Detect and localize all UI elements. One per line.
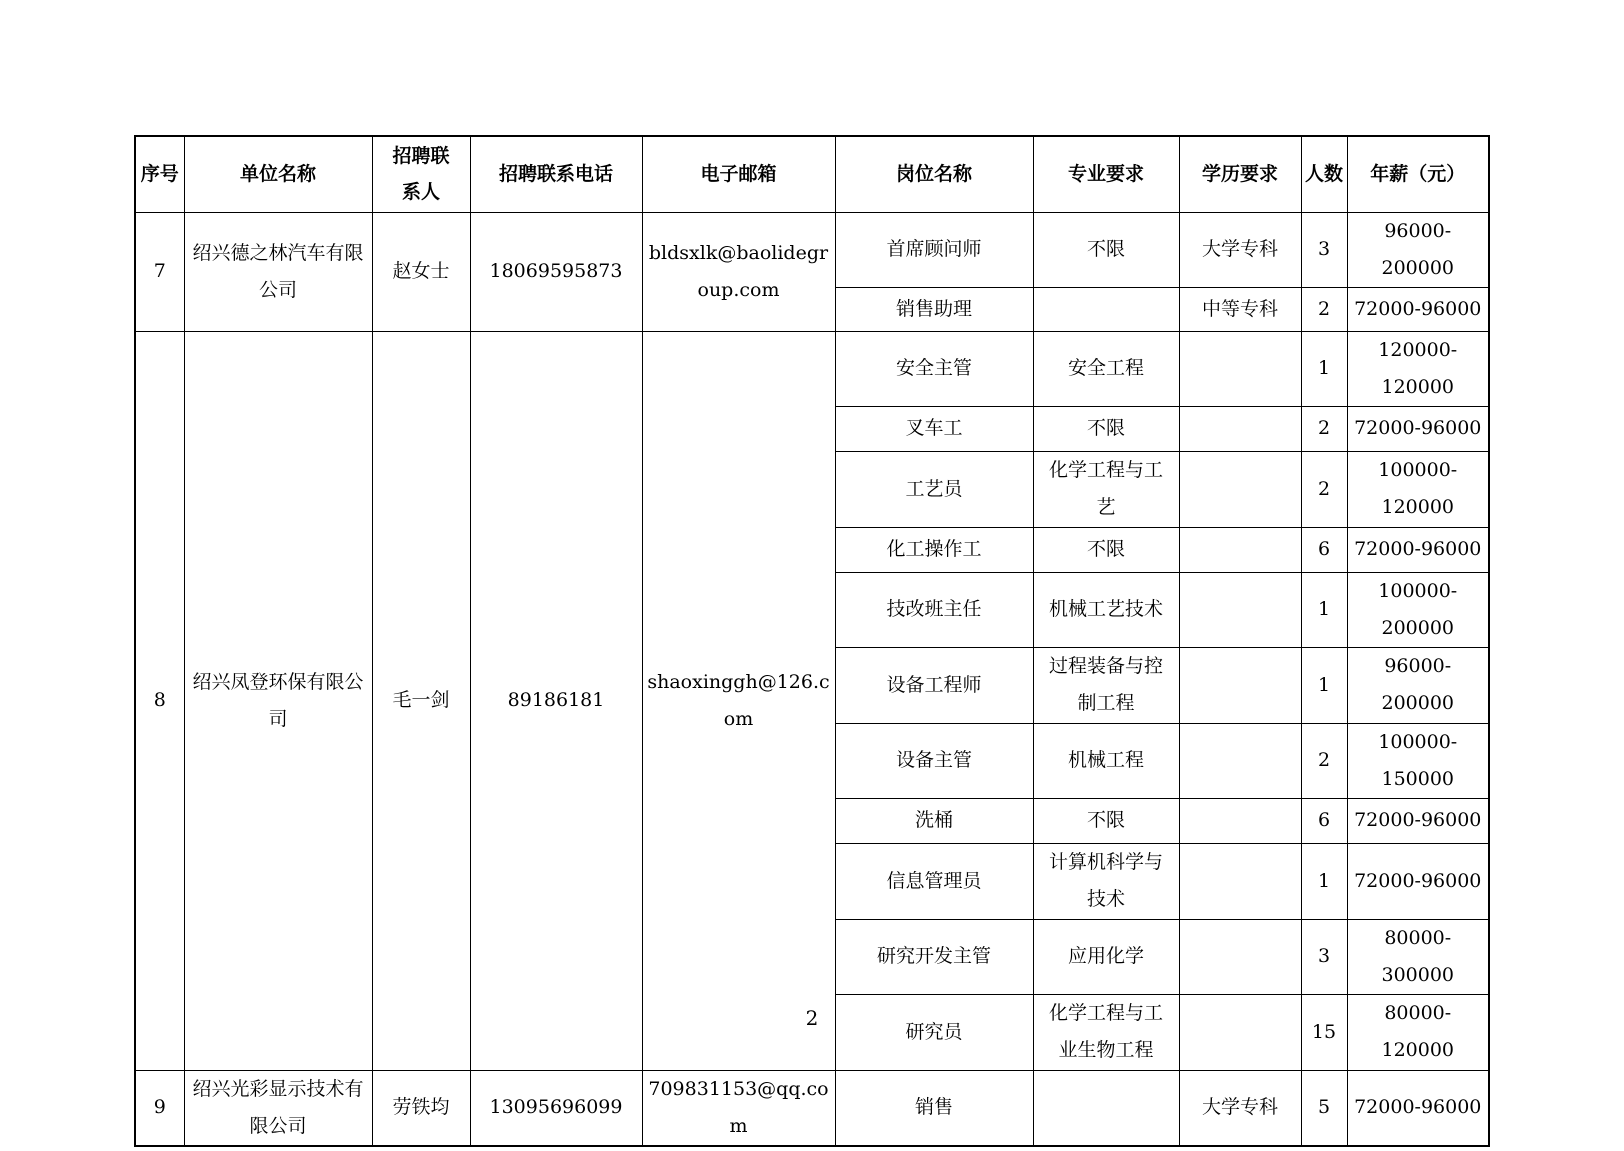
job-major	[1033, 287, 1179, 331]
job-salary: 72000-96000	[1347, 798, 1489, 843]
table-row	[135, 1070, 1489, 1146]
job-major: 化学工程与工艺	[1033, 451, 1179, 527]
job-title: 首席顾问师	[835, 212, 1033, 287]
job-title: 化工操作工	[835, 527, 1033, 572]
job-edu	[1179, 843, 1301, 919]
company-name: 绍兴德之林汽车有限公司	[184, 212, 372, 331]
job-edu	[1179, 723, 1301, 798]
job-salary: 96000-200000	[1347, 647, 1489, 723]
job-major: 不限	[1033, 798, 1179, 843]
company-no: 7	[135, 212, 184, 331]
job-count: 1	[1301, 572, 1347, 647]
job-edu	[1179, 798, 1301, 843]
contact-email: bldsxlk@baolidegroup.com	[642, 212, 835, 331]
job-count: 1	[1301, 843, 1347, 919]
contact-email: 709831153@qq.com	[642, 1070, 835, 1146]
job-count: 6	[1301, 527, 1347, 572]
header-salary: 年薪（元）	[1347, 136, 1489, 212]
job-major: 过程装备与控制工程	[1033, 647, 1179, 723]
job-salary: 96000-200000	[1347, 212, 1489, 287]
job-salary: 72000-96000	[1347, 527, 1489, 572]
job-count: 3	[1301, 212, 1347, 287]
job-major: 不限	[1033, 406, 1179, 451]
job-title: 设备主管	[835, 723, 1033, 798]
job-edu	[1179, 527, 1301, 572]
job-title: 安全主管	[835, 331, 1033, 406]
job-major: 计算机科学与技术	[1033, 843, 1179, 919]
company-no: 8	[135, 331, 184, 1070]
job-salary: 100000-120000	[1347, 451, 1489, 527]
contact-person: 毛一剑	[372, 331, 470, 1070]
job-count: 1	[1301, 331, 1347, 406]
job-count: 3	[1301, 919, 1347, 994]
job-count: 2	[1301, 723, 1347, 798]
job-edu	[1179, 647, 1301, 723]
job-count: 2	[1301, 287, 1347, 331]
job-title: 销售助理	[835, 287, 1033, 331]
job-title: 研究开发主管	[835, 919, 1033, 994]
job-edu	[1179, 451, 1301, 527]
job-title: 信息管理员	[835, 843, 1033, 919]
job-salary: 80000-300000	[1347, 919, 1489, 994]
job-salary: 72000-96000	[1347, 843, 1489, 919]
table-row	[135, 331, 1489, 406]
job-major: 不限	[1033, 212, 1179, 287]
job-title: 叉车工	[835, 406, 1033, 451]
job-title: 洗桶	[835, 798, 1033, 843]
header-contact: 招聘联系人	[372, 136, 470, 212]
header-edu: 学历要求	[1179, 136, 1301, 212]
job-title: 工艺员	[835, 451, 1033, 527]
recruitment-table	[134, 135, 1490, 1147]
job-salary: 72000-96000	[1347, 1070, 1489, 1146]
job-title: 技改班主任	[835, 572, 1033, 647]
job-major: 机械工程	[1033, 723, 1179, 798]
job-edu	[1179, 919, 1301, 994]
header-job: 岗位名称	[835, 136, 1033, 212]
contact-email: shaoxinggh@126.com	[642, 331, 835, 1070]
job-major: 化学工程与工业生物工程	[1033, 994, 1179, 1070]
table-row	[135, 212, 1489, 287]
header-phone: 招聘联系电话	[470, 136, 642, 212]
job-salary: 100000-200000	[1347, 572, 1489, 647]
job-salary: 80000-120000	[1347, 994, 1489, 1070]
header-email: 电子邮箱	[642, 136, 835, 212]
job-edu: 大学专科	[1179, 1070, 1301, 1146]
contact-phone: 13095696099	[470, 1070, 642, 1146]
job-count: 5	[1301, 1070, 1347, 1146]
job-count: 6	[1301, 798, 1347, 843]
job-edu: 中等专科	[1179, 287, 1301, 331]
contact-phone: 18069595873	[470, 212, 642, 331]
job-count: 15	[1301, 994, 1347, 1070]
job-count: 2	[1301, 406, 1347, 451]
job-edu	[1179, 331, 1301, 406]
company-no: 9	[135, 1070, 184, 1146]
header-count: 人数	[1301, 136, 1347, 212]
contact-person: 劳铁均	[372, 1070, 470, 1146]
job-salary: 72000-96000	[1347, 287, 1489, 331]
header-no: 序号	[135, 136, 184, 212]
job-salary: 72000-96000	[1347, 406, 1489, 451]
company-name: 绍兴光彩显示技术有限公司	[184, 1070, 372, 1146]
job-major: 不限	[1033, 527, 1179, 572]
job-title: 研究员	[835, 994, 1033, 1070]
job-count: 2	[1301, 451, 1347, 527]
contact-person: 赵女士	[372, 212, 470, 331]
job-major: 安全工程	[1033, 331, 1179, 406]
job-title: 销售	[835, 1070, 1033, 1146]
job-major	[1033, 1070, 1179, 1146]
job-edu	[1179, 572, 1301, 647]
header-company: 单位名称	[184, 136, 372, 212]
company-name: 绍兴凤登环保有限公司	[184, 331, 372, 1070]
header-major: 专业要求	[1033, 136, 1179, 212]
page-number: 2	[805, 1006, 819, 1030]
job-count: 1	[1301, 647, 1347, 723]
job-salary: 100000-150000	[1347, 723, 1489, 798]
contact-phone: 89186181	[470, 331, 642, 1070]
header-row	[135, 136, 1489, 212]
job-salary: 120000-120000	[1347, 331, 1489, 406]
job-major: 应用化学	[1033, 919, 1179, 994]
job-edu: 大学专科	[1179, 212, 1301, 287]
job-title: 设备工程师	[835, 647, 1033, 723]
job-edu	[1179, 406, 1301, 451]
job-major: 机械工艺技术	[1033, 572, 1179, 647]
